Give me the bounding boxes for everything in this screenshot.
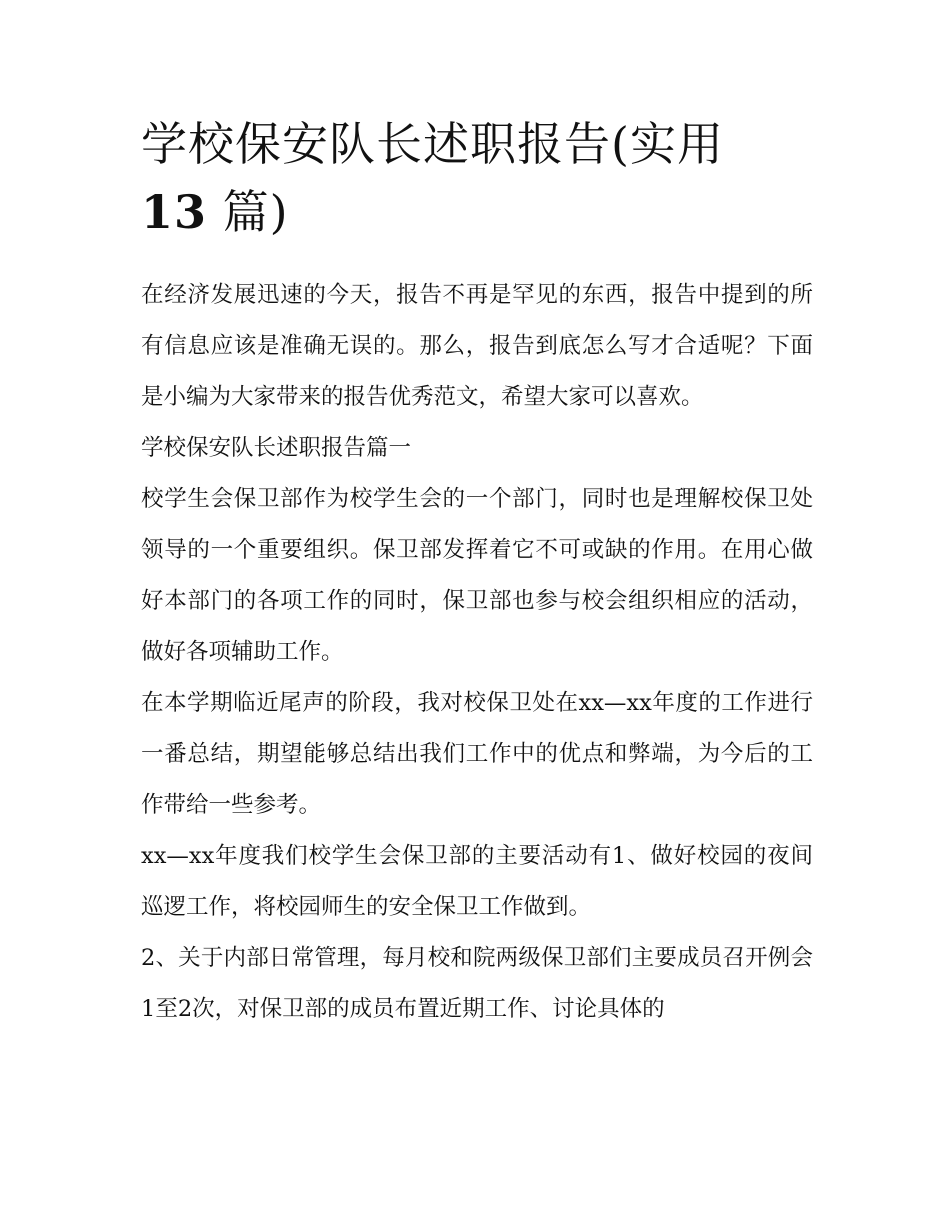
section-heading: 学校保安队长述职报告篇一 xyxy=(141,435,412,461)
document-body xyxy=(141,270,813,1035)
document-page xyxy=(141,110,813,1035)
body-paragraph: 2、关于内部日常管理，每月校和院两级保卫部们主要成员召开例会1至2次，对保卫部的成员布置近期工作、讨论具体的 xyxy=(141,945,813,1022)
body-paragraph: 在本学期临近尾声的阶段，我对校保卫处在xx—xx年度的工作进行一番总结，期望能够总结出我们工作中的优点和弊端，为今后的工作带给一些参考。 xyxy=(141,690,813,818)
body-paragraph: 校学生会保卫部作为校学生会的一个部门，同时也是理解校保卫处领导的一个重要组织。保卫部发挥着它不可或缺的作用。在用心做好本部门的各项工作的同时，保卫部也参与校会组织相应的活动，做好各项辅助工作。 xyxy=(141,486,813,665)
title-number: 13 xyxy=(141,185,208,239)
title-line-1: 学校保安队长述职报告(实用 xyxy=(141,117,724,171)
body-paragraph: xx—xx年度我们校学生会保卫部的主要活动有1、做好校园的夜间巡逻工作，将校园师生的安全保卫工作做到。 xyxy=(141,843,813,920)
intro-paragraph: 在经济发展迅速的今天，报告不再是罕见的东西，报告中提到的所有信息应该是准确无误的。那么，报告到底怎么写才合适呢？下面是小编为大家带来的报告优秀范文，希望大家可以喜欢。 xyxy=(141,282,813,410)
title-line-2: 篇) xyxy=(222,185,289,239)
document-title xyxy=(141,110,813,246)
